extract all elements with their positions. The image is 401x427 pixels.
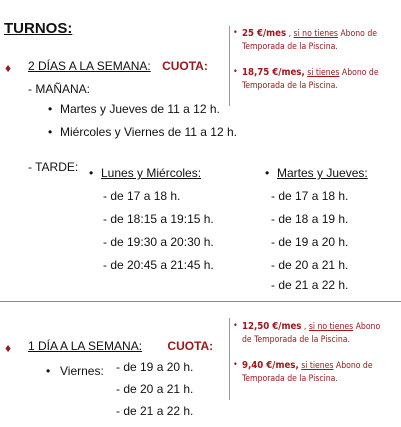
- fee-box: [229, 26, 230, 106]
- morning-item: Miércoles y Viernes de 11 a 12 h.: [60, 125, 237, 139]
- fee-amount: 12,50 €/mes: [242, 321, 302, 332]
- day-label: Viernes:: [60, 364, 104, 378]
- section2-heading: 1 DÍA A LA SEMANA:: [28, 339, 143, 353]
- time-slot: - de 18:15 a 19:15 h.: [103, 212, 214, 226]
- bullet-icon: •: [46, 364, 51, 378]
- time-slot: - de 17 a 18 h.: [103, 189, 181, 203]
- section1-heading: 2 DÍAS A LA SEMANA:: [28, 59, 151, 73]
- fee-amount: 9,40 €/mes,: [242, 360, 299, 371]
- fee-line2: Temporada de la Piscina.: [242, 81, 338, 91]
- time-slot: - de 21 a 22 h.: [116, 404, 194, 418]
- bullet-icon: •: [233, 360, 238, 370]
- bullet-icon: •: [233, 67, 238, 77]
- afternoon-label: - TARDE:: [28, 160, 79, 174]
- fee-line2: Temporada de la Piscina.: [242, 374, 338, 384]
- group-b-label: Martes y Jueves:: [277, 166, 368, 180]
- fee-line2: de Temporada de la Piscina.: [242, 335, 350, 345]
- diamond-bullet-icon: ♦: [5, 341, 12, 355]
- bullet-icon: •: [233, 321, 238, 331]
- fee-entry: • 9,40 €/mes, si tienes Abono de Temporada de la Piscina.: [233, 360, 373, 384]
- time-slot: - de 17 a 18 h.: [271, 189, 349, 203]
- morning-item: Martes y Jueves de 11 a 12 h.: [60, 102, 220, 116]
- section-divider: [0, 301, 401, 302]
- section1-heading-row: [28, 59, 208, 73]
- time-slot: - de 19 a 20 h.: [116, 360, 194, 374]
- bullet-icon: •: [48, 102, 53, 116]
- fee-box: [229, 318, 230, 400]
- fee-line2: Temporada de la Piscina.: [242, 42, 338, 52]
- group-a-label: Lunes y Miércoles:: [101, 166, 202, 180]
- time-slot: - de 20:45 a 21:45 h.: [103, 258, 214, 272]
- section2-heading-row: [28, 339, 213, 353]
- bullet-icon: •: [48, 125, 53, 139]
- time-slot: - de 19 a 20 h.: [271, 235, 349, 249]
- fee-amount: 18,75 €/mes,: [242, 67, 305, 78]
- bullet-icon: •: [265, 166, 270, 180]
- time-slot: - de 20 a 21 h.: [116, 382, 194, 396]
- fee-condition: si no tienes: [293, 29, 338, 39]
- page-title: TURNOS:: [4, 20, 73, 37]
- fee-condition: si tienes: [301, 361, 334, 371]
- diamond-bullet-icon: ♦: [5, 61, 12, 75]
- section2-cuota-label: CUOTA:: [167, 339, 214, 353]
- fee-entry: • 18,75 €/mes, si tienes Abono de Temporada de la Piscina.: [233, 67, 379, 91]
- fee-entry: • 25 €/mes , si no tienes Abono de Temporada de la Piscina.: [233, 28, 378, 52]
- time-slot: - de 19:30 a 20:30 h.: [103, 235, 214, 249]
- time-slot: - de 18 a 19 h.: [271, 212, 349, 226]
- time-slot: - de 21 a 22 h.: [271, 278, 349, 292]
- morning-label: [28, 82, 90, 96]
- fee-entry: • 12,50 €/mes , si no tienes Abono de Temporada de la Piscina.: [233, 321, 381, 345]
- morning-label-text: - MAÑANA:: [28, 82, 91, 96]
- time-slot: - de 20 a 21 h.: [271, 258, 349, 272]
- fee-condition: si tienes: [307, 68, 340, 78]
- section1-cuota-label: CUOTA:: [162, 59, 208, 73]
- fee-amount: 25 €/mes: [242, 28, 287, 39]
- fee-condition: si no tienes: [308, 322, 354, 332]
- bullet-icon: •: [89, 166, 94, 180]
- bullet-icon: •: [233, 28, 238, 38]
